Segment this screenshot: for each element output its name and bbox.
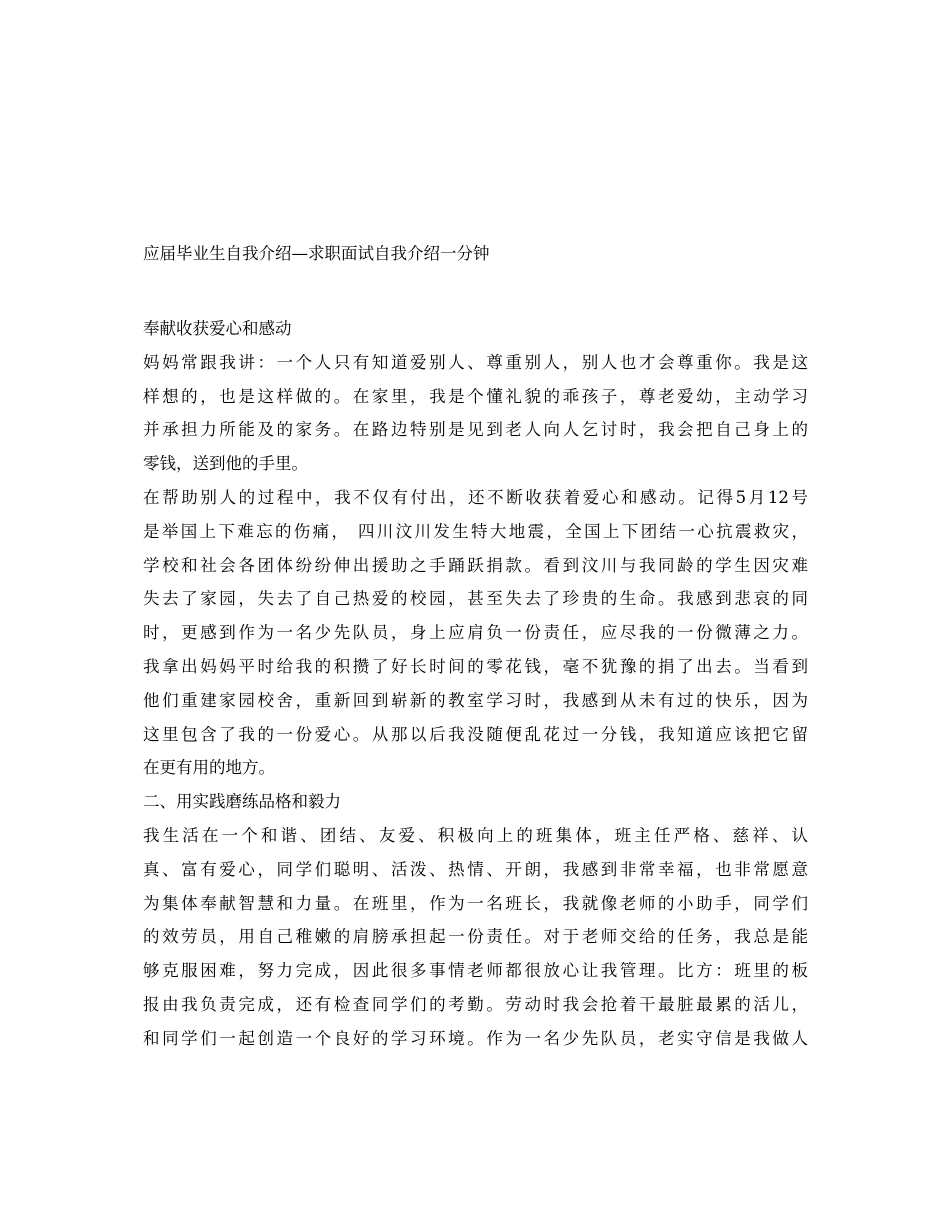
text-line: 在帮助别人的过程中，我不仅有付出，还不断收获着爱心和感动。记得5月12号 — [143, 487, 808, 507]
text-line: 样想的，也是这样做的。在家里，我是个懂礼貌的乖孩子，尊老爱幼，主动学习 — [143, 386, 808, 406]
text-line: 我拿出妈妈平时给我的积攒了好长时间的零花钱，毫不犹豫的捐了出去。当看到 — [143, 656, 808, 676]
text-line: 我生活在一个和谐、团结、友爱、积极向上的班集体，班主任严格、慈祥、认 — [143, 825, 808, 845]
text-line: 为集体奉献智慧和力量。在班里，作为一名班长，我就像老师的小助手，同学们 — [143, 893, 808, 913]
text-line: 奉献收获爱心和感动 — [143, 319, 292, 338]
document-title: 应届毕业生自我介绍—求职面试自我介绍一分钟 — [143, 244, 490, 263]
text-line: 是举国上下难忘的伤痛， 四川汶川发生特大地震，全国上下团结一心抗震救灾， — [143, 521, 808, 541]
text-line: 的效劳员，用自己稚嫩的肩膀承担起一份责任。对于老师交给的任务，我总是能 — [143, 927, 808, 947]
text-line: 并承担力所能及的家务。在路边特别是见到老人向人乞讨时，我会把自己身上的 — [143, 420, 808, 440]
text-line: 学校和社会各团体纷纷伸出援助之手踊跃捐款。看到汶川与我同龄的学生因灾难 — [143, 555, 808, 575]
text-line: 和同学们一起创造一个良好的学习环境。作为一名少先队员，老实守信是我做人 — [143, 1028, 808, 1048]
text-line: 够克服困难，努力完成，因此很多事情老师都很放心让我管理。比方：班里的板 — [143, 961, 808, 981]
document-body — [143, 312, 808, 1056]
text-line: 在更有用的地方。 — [143, 758, 275, 778]
text-line: 零钱，送到他的手里。 — [143, 454, 308, 474]
text-line: 真、富有爱心，同学们聪明、活泼、热情、开朗，我感到非常幸福，也非常愿意 — [143, 859, 808, 879]
text-line: 妈妈常跟我讲：一个人只有知道爱别人、尊重别人，别人也才会尊重你。我是这 — [143, 352, 808, 372]
text-line: 二、用实践磨练品格和毅力 — [143, 792, 341, 812]
text-line: 他们重建家园校舍，重新回到崭新的教室学习时，我感到从未有过的快乐，因为 — [143, 690, 808, 710]
text-line: 时，更感到作为一名少先队员，身上应肩负一份责任，应尽我的一份微薄之力。 — [143, 623, 808, 643]
text-line: 报由我负责完成，还有检查同学们的考勤。劳动时我会抢着干最脏最累的活儿， — [143, 994, 808, 1014]
text-line: 这里包含了我的一份爱心。从那以后我没随便乱花过一分钱，我知道应该把它留 — [143, 724, 808, 744]
text-line: 失去了家园，失去了自己热爱的校园，甚至失去了珍贵的生命。我感到悲哀的同 — [143, 589, 808, 609]
